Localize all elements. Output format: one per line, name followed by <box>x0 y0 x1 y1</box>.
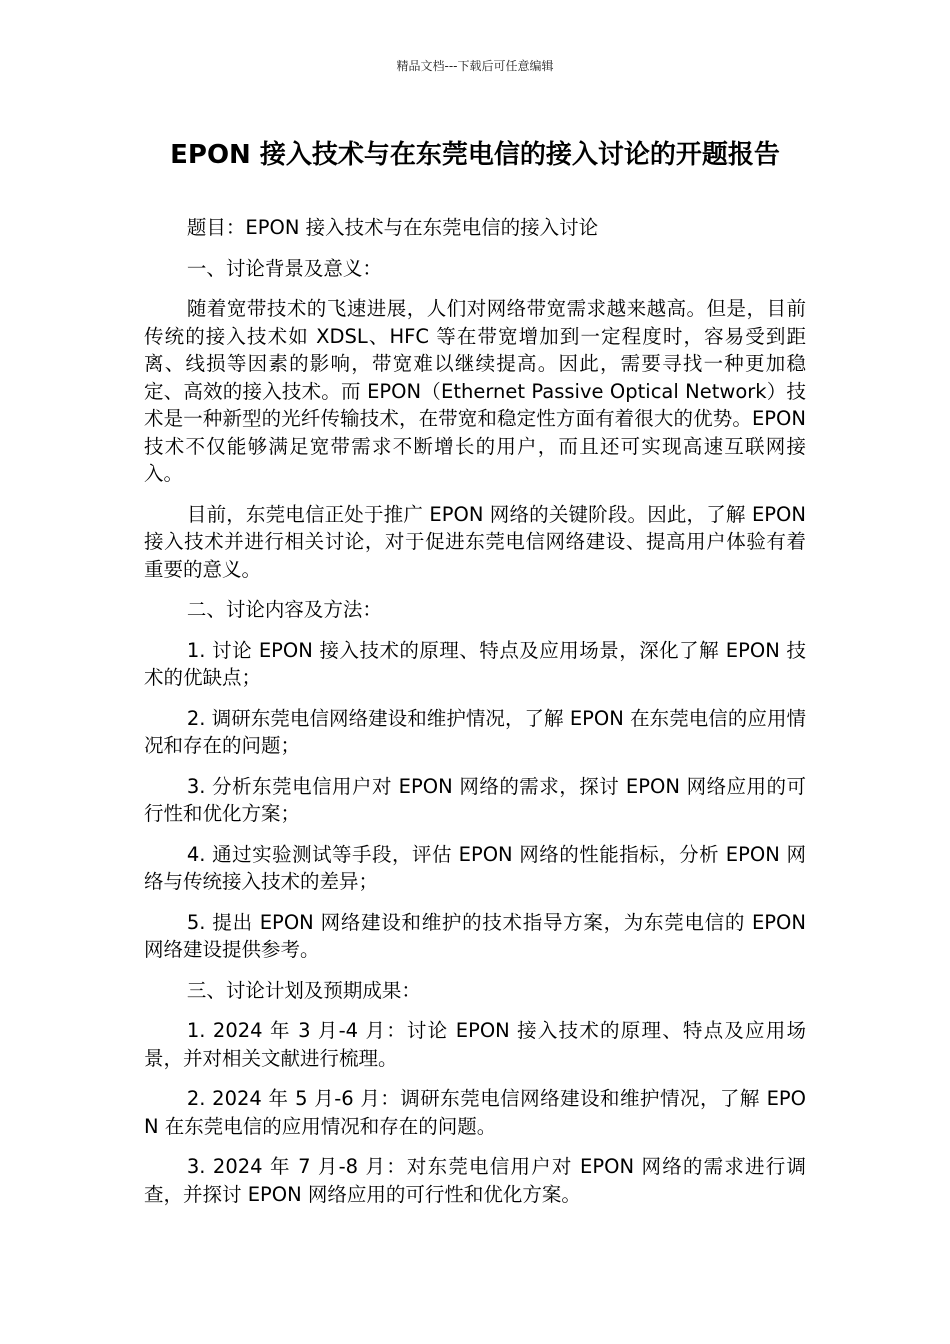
document-body <box>144 214 806 1221</box>
header-note: 精品文档---下载后可任意编辑 <box>396 59 554 73</box>
document-title: EPON 接入技术与在东莞电信的接入讨论的开题报告 <box>170 140 780 170</box>
list-item: 2. 调研东莞电信网络建设和维护情况，了解 EPON 在东莞电信的应用情况和存在的问题； <box>144 706 806 757</box>
list-item: 1. 2024 年 3 月-4 月：讨论 EPON 接入技术的原理、特点及应用场景，并对相关文献进行梳理。 <box>144 1019 806 1070</box>
section-heading-plan: 三、讨论计划及预期成果： <box>186 978 421 1002</box>
list-item: 3. 分析东莞电信用户对 EPON 网络的需求，探讨 EPON 网络应用的可行性和优化方案； <box>144 774 806 825</box>
list-item: 3. 2024 年 7 月-8 月：对东莞电信用户对 EPON 网络的需求进行调查，并探讨 EPON 网络应用的可行性和优化方案。 <box>144 1155 806 1206</box>
section-heading-background: 一、讨论背景及意义： <box>186 256 382 280</box>
paragraph-significance: 目前，东莞电信正处于推广 EPON 网络的关键阶段。因此，了解 EPON 接入技术并进行相关讨论，对于促进东莞电信网络建设、提高用户体验有着重要的意义。 <box>144 502 806 581</box>
paragraph-topic: 题目：EPON 接入技术与在东莞电信的接入讨论 <box>186 216 599 239</box>
list-item: 1. 讨论 EPON 接入技术的原理、特点及应用场景，深化了解 EPON 技术的优缺点； <box>144 638 806 689</box>
list-item: 2. 2024 年 5 月-6 月：调研东莞电信网络建设和维护情况，了解 EPON 在东莞电信的应用情况和存在的问题。 <box>144 1087 806 1138</box>
section-heading-content: 二、讨论内容及方法： <box>186 598 382 621</box>
list-item: 4. 通过实验测试等手段，评估 EPON 网络的性能指标，分析 EPON 网络与传统接入技术的差异； <box>144 842 806 893</box>
list-item: 5. 提出 EPON 网络建设和维护的技术指导方案，为东莞电信的 EPON 网络建设提供参考。 <box>144 910 806 961</box>
paragraph-background: 随着宽带技术的飞速进展，人们对网络带宽需求越来越高。但是，目前传统的接入技术如 XDSL、HFC 等在带宽增加到一定程度时，容易受到距离、线损等因素的影响，带宽难以继续提高。因此，需要寻找一种更加稳定、高效的接入技术。而 EPON（Ethernet Passive Optical Network）技术是一种新型的光纤传输技术，在带宽和稳定性方面有着很大的优势。EPON 技术不仅能够满足宽带需求不断增长的用户，而且还可实现高速互联网接入。 <box>144 297 806 485</box>
